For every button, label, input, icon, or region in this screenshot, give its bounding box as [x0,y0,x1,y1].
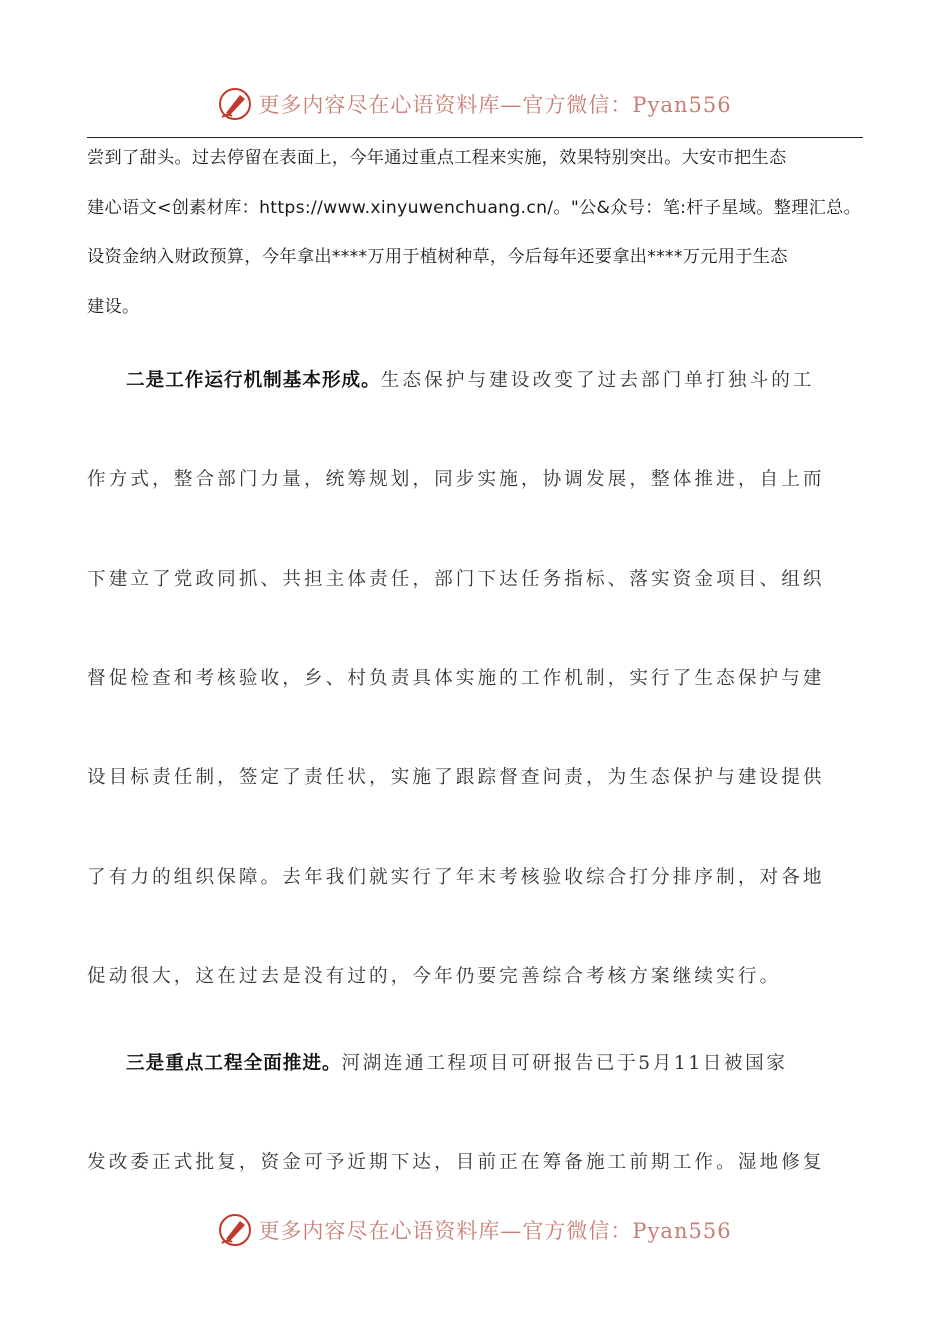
paragraph-text: 生态保护与建设改变了过去部门单打独斗的工 [380,370,815,391]
footer-banner [0,1210,950,1250]
paragraph-line: 设目标责任制，签定了责任状，实施了跟踪督查问责，为生态保护与建设提供 [87,767,825,788]
section-heading: 三是重点工程全面推进。 [126,1053,342,1074]
paragraph-line: 了有力的组织保障。去年我们就实行了年末考核验收综合打分排序制，对各地 [87,867,825,888]
header-divider [87,137,863,138]
paragraph-first-line [126,369,863,393]
paragraph-line: 设资金纳入财政预算，今年拿出****万用于植树种草，今后每年还要拿出****万元用于生态 [87,247,788,267]
paragraph-line: 建心语文<创素材库：https://www.xinyuwenchuang.cn/。"公&众号：笔:杆子星域。整理汇总。 [87,198,862,218]
header-banner [0,84,950,124]
section-heading: 二是工作运行机制基本形成。 [126,370,381,391]
paragraph-line: 建设。 [87,297,140,317]
paragraph-line: 下建立了党政同抓、共担主体责任，部门下达任务指标、落实资金项目、组织 [87,569,825,590]
paragraph-line: 督促检查和考核验收，乡、村负责具体实施的工作机制，实行了生态保护与建 [87,668,825,689]
paragraph-line: 尝到了甜头。过去停留在表面上，今年通过重点工程来实施，效果特别突出。大安市把生态 [87,148,787,168]
footer-banner-text: 更多内容尽在心语资料库—官方微信：Pyan556 [258,1219,732,1243]
paragraph-line: 作方式，整合部门力量，统筹规划，同步实施，协调发展，整体推进，自上而 [87,469,825,490]
paragraph-line: 促动很大，这在过去是没有过的，今年仍要完善综合考核方案继续实行。 [87,966,782,987]
paragraph-line: 发改委正式批复，资金可予近期下达，目前正在筹备施工前期工作。湿地修复 [87,1152,825,1173]
paragraph-first-line [126,1052,863,1076]
pen-nib-logo-icon [218,87,252,121]
paragraph-text: 河湖连通工程项目可研报告已于5月11日被国家 [341,1053,788,1074]
pen-nib-logo-icon [218,1213,252,1247]
header-banner-text: 更多内容尽在心语资料库—官方微信：Pyan556 [258,93,732,117]
